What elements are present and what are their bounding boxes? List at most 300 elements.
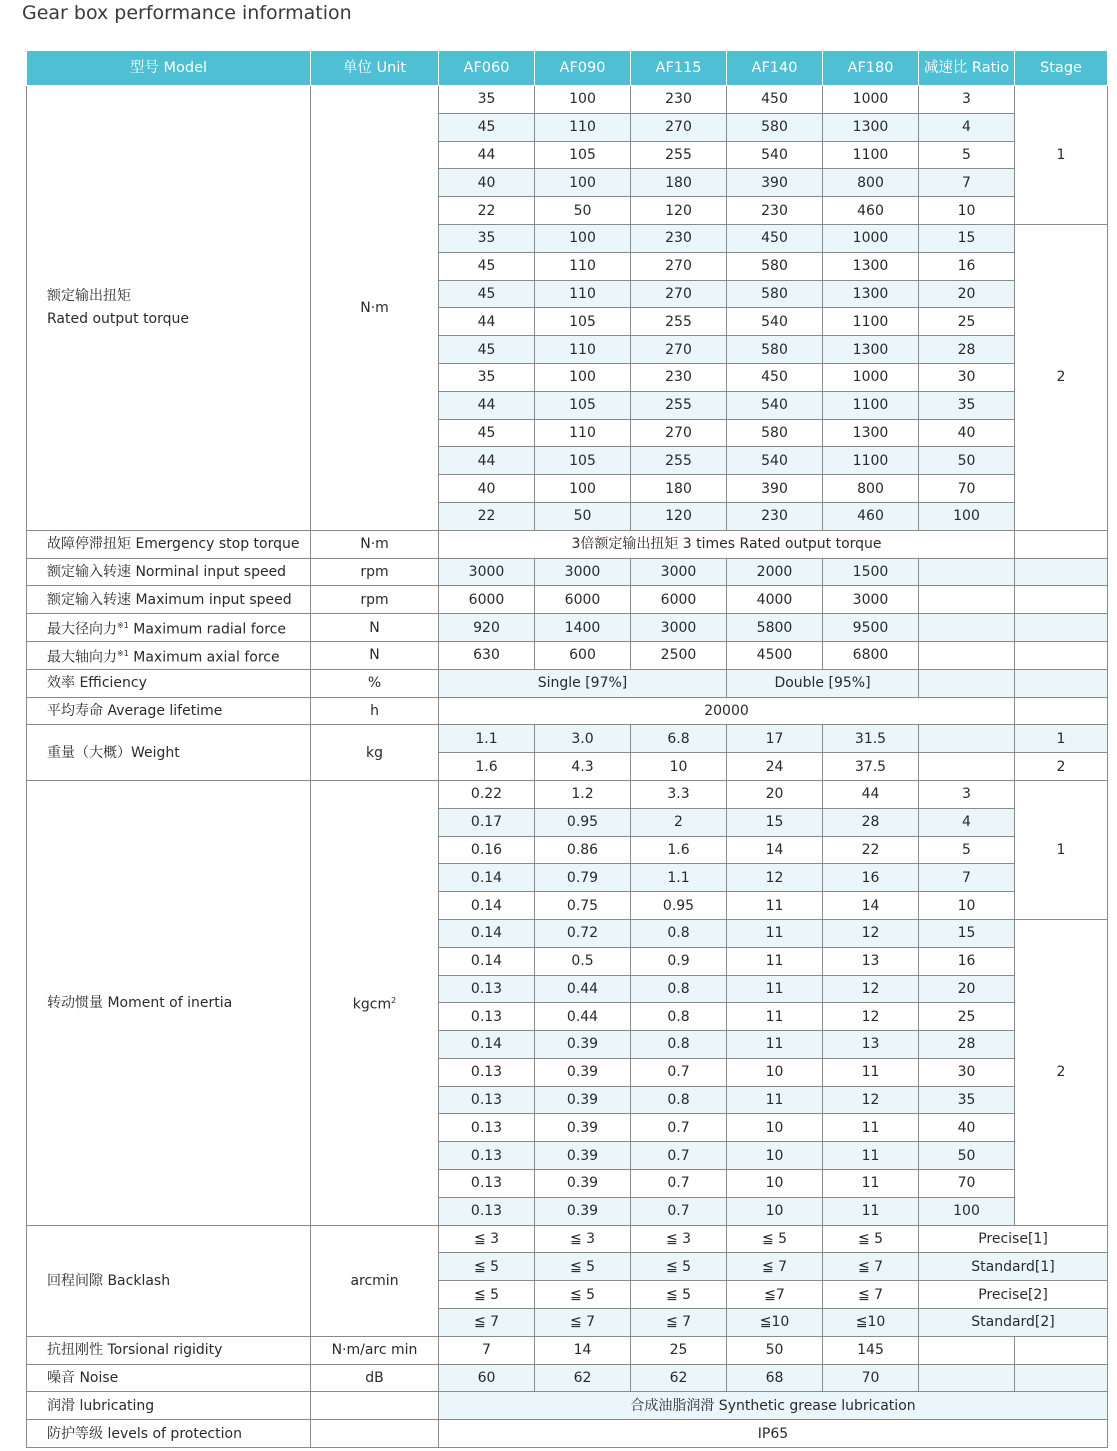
table-cell: 110: [535, 336, 631, 364]
stage-cell: 2: [1015, 753, 1108, 781]
table-cell: 44: [439, 308, 535, 336]
performance-table: [26, 50, 1108, 1448]
table-cell: 6000: [439, 586, 535, 614]
table-cell: 4500: [727, 641, 823, 669]
table-cell: 0.95: [631, 892, 727, 920]
table-cell: 1500: [823, 558, 919, 586]
table-cell: 255: [631, 141, 727, 169]
table-cell: 40: [439, 169, 535, 197]
table-cell: 0.8: [631, 1031, 727, 1059]
column-header: AF180: [823, 51, 919, 86]
table-cell: 0.7: [631, 1142, 727, 1170]
table-cell: 11: [727, 919, 823, 947]
table-cell: 3000: [631, 558, 727, 586]
table-cell: 0.17: [439, 808, 535, 836]
table-cell: 0.8: [631, 975, 727, 1003]
table-cell: 22: [823, 836, 919, 864]
table-cell: [919, 614, 1015, 642]
table-cell: 0.13: [439, 1114, 535, 1142]
table-cell: 11: [727, 1086, 823, 1114]
table-row: [27, 725, 1108, 753]
table-cell: [1015, 697, 1108, 725]
table-cell: ≦ 5: [631, 1281, 727, 1309]
table-cell: ≦ 7: [823, 1253, 919, 1281]
table-cell: 13: [823, 1031, 919, 1059]
table-cell: [919, 725, 1015, 753]
table-cell: 105: [535, 141, 631, 169]
table-cell: 105: [535, 447, 631, 475]
table-cell: 0.7: [631, 1197, 727, 1225]
table-cell: ≦ 5: [535, 1253, 631, 1281]
table-cell: 180: [631, 475, 727, 503]
table-cell: Double [95%]: [727, 669, 919, 697]
table-cell: 0.7: [631, 1170, 727, 1198]
stage-cell: 2: [1015, 919, 1108, 1225]
row-label-en: Maximum axial force: [128, 649, 280, 666]
table-cell: 0.8: [631, 919, 727, 947]
table-cell: 5: [919, 141, 1015, 169]
table-cell: 1300: [823, 419, 919, 447]
table-cell: 1.1: [631, 864, 727, 892]
table-cell: 540: [727, 308, 823, 336]
table-cell: 600: [535, 641, 631, 669]
table-cell: 7: [439, 1336, 535, 1364]
table-cell: 1000: [823, 86, 919, 114]
table-cell: 16: [919, 252, 1015, 280]
table-cell: 4: [919, 808, 1015, 836]
table-cell: 3倍额定输出扭矩 3 times Rated output torque: [439, 530, 1015, 558]
row-label: 防护等级 levels of protection: [27, 1420, 311, 1448]
table-cell: [1015, 641, 1108, 669]
table-cell: 30: [919, 363, 1015, 391]
table-cell: 50: [535, 197, 631, 225]
stage-cell: 1: [1015, 725, 1108, 753]
table-cell: 28: [919, 336, 1015, 364]
table-cell: 22: [439, 197, 535, 225]
table-cell: 14: [535, 1336, 631, 1364]
table-cell: 11: [727, 975, 823, 1003]
table-cell: [1015, 614, 1108, 642]
table-cell: 0.7: [631, 1114, 727, 1142]
table-cell: 270: [631, 336, 727, 364]
footnote-mark: ※1: [117, 620, 129, 630]
table-cell: 10: [919, 197, 1015, 225]
table-cell: 0.14: [439, 1031, 535, 1059]
table-cell: 16: [823, 864, 919, 892]
table-cell: 5800: [727, 614, 823, 642]
table-cell: 145: [823, 1336, 919, 1364]
row-label-en: Maximum radial force: [128, 621, 286, 638]
table-cell: 5: [919, 836, 1015, 864]
column-header: Stage: [1015, 51, 1108, 86]
table-cell: 270: [631, 419, 727, 447]
table-cell: 16: [919, 947, 1015, 975]
table-cell: 50: [535, 502, 631, 530]
table-row: [27, 1420, 1108, 1448]
table-cell: 0.8: [631, 1003, 727, 1031]
table-cell: ≦7: [727, 1281, 823, 1309]
table-row: [27, 614, 1108, 642]
table-cell: 1300: [823, 336, 919, 364]
table-cell: 540: [727, 447, 823, 475]
table-cell: 120: [631, 197, 727, 225]
table-cell: ≦ 3: [631, 1225, 727, 1253]
stage-cell: 1: [1015, 86, 1108, 225]
table-cell: 35: [919, 1086, 1015, 1114]
table-cell: 20: [919, 975, 1015, 1003]
table-cell: 11: [823, 1058, 919, 1086]
unit-text: kgcm: [352, 996, 392, 1013]
table-cell: 580: [727, 336, 823, 364]
header-row: [27, 51, 1108, 86]
table-cell: 390: [727, 169, 823, 197]
unit-cell: rpm: [311, 586, 439, 614]
table-cell: 10: [919, 892, 1015, 920]
table-row: [27, 1336, 1108, 1364]
table-cell: 35: [439, 363, 535, 391]
row-label: 润滑 lubricating: [27, 1392, 311, 1420]
grade-cell: Standard[2]: [919, 1309, 1108, 1337]
unit-cell: dB: [311, 1364, 439, 1392]
table-cell: 0.13: [439, 975, 535, 1003]
table-cell: 30: [919, 1058, 1015, 1086]
row-label: 故障停滞扭矩 Emergency stop torque: [27, 530, 311, 558]
table-cell: 2500: [631, 641, 727, 669]
table-cell: ≦ 3: [535, 1225, 631, 1253]
table-cell: 450: [727, 86, 823, 114]
table-cell: ≦10: [727, 1309, 823, 1337]
unit-cell: [311, 780, 439, 1225]
table-cell: 580: [727, 252, 823, 280]
table-cell: 6800: [823, 641, 919, 669]
table-cell: 580: [727, 419, 823, 447]
table-cell: 1300: [823, 280, 919, 308]
table-cell: 44: [439, 391, 535, 419]
table-cell: 100: [535, 475, 631, 503]
table-cell: 45: [439, 280, 535, 308]
table-cell: 460: [823, 502, 919, 530]
table-cell: ≦ 3: [439, 1225, 535, 1253]
table-cell: 3000: [439, 558, 535, 586]
table-cell: 68: [727, 1364, 823, 1392]
table-cell: 15: [919, 224, 1015, 252]
table-cell: 1000: [823, 224, 919, 252]
table-cell: 0.14: [439, 864, 535, 892]
table-cell: 580: [727, 280, 823, 308]
table-cell: ≦ 7: [439, 1309, 535, 1337]
table-cell: [1015, 1364, 1108, 1392]
table-cell: 40: [919, 419, 1015, 447]
table-cell: 9500: [823, 614, 919, 642]
row-label: [27, 641, 311, 669]
table-cell: 270: [631, 252, 727, 280]
table-cell: Single [97%]: [439, 669, 727, 697]
table-cell: 35: [439, 86, 535, 114]
table-cell: 14: [823, 892, 919, 920]
table-cell: 2: [631, 808, 727, 836]
table-cell: 31.5: [823, 725, 919, 753]
table-row: [27, 1225, 1108, 1253]
table-cell: IP65: [439, 1420, 1108, 1448]
table-row: [27, 558, 1108, 586]
table-cell: 11: [823, 1114, 919, 1142]
unit-cell: arcmin: [311, 1225, 439, 1336]
table-cell: 13: [823, 947, 919, 975]
table-cell: 1.1: [439, 725, 535, 753]
table-cell: 4000: [727, 586, 823, 614]
table-cell: 4: [919, 113, 1015, 141]
stage-cell: 2: [1015, 224, 1108, 530]
table-cell: 230: [727, 502, 823, 530]
table-cell: [1015, 558, 1108, 586]
table-cell: [919, 1336, 1015, 1364]
table-cell: 630: [439, 641, 535, 669]
table-cell: 62: [631, 1364, 727, 1392]
table-cell: ≦ 5: [727, 1225, 823, 1253]
unit-cell: rpm: [311, 558, 439, 586]
table-cell: [311, 1420, 439, 1448]
table-cell: 10: [727, 1142, 823, 1170]
table-cell: 0.13: [439, 1197, 535, 1225]
table-cell: 920: [439, 614, 535, 642]
table-cell: 10: [727, 1114, 823, 1142]
row-label: 额定输入转速 Maximum input speed: [27, 586, 311, 614]
column-header: 减速比 Ratio: [919, 51, 1015, 86]
table-cell: 100: [535, 169, 631, 197]
table-cell: 3000: [631, 614, 727, 642]
table-cell: 100: [535, 363, 631, 391]
table-cell: 230: [631, 363, 727, 391]
table-cell: 100: [919, 502, 1015, 530]
table-cell: 255: [631, 391, 727, 419]
table-cell: 11: [727, 892, 823, 920]
table-cell: ≦ 5: [439, 1253, 535, 1281]
table-cell: 1.6: [439, 753, 535, 781]
table-cell: 3000: [535, 558, 631, 586]
table-cell: [919, 669, 1015, 697]
table-row: [27, 1392, 1108, 1420]
row-label: 回程间隙 Backlash: [27, 1225, 311, 1336]
table-cell: 11: [727, 1031, 823, 1059]
table-cell: 0.44: [535, 975, 631, 1003]
table-cell: 0.13: [439, 1086, 535, 1114]
table-cell: 0.5: [535, 947, 631, 975]
table-cell: 25: [919, 308, 1015, 336]
table-cell: ≦ 5: [631, 1253, 727, 1281]
table-cell: 110: [535, 113, 631, 141]
table-cell: 110: [535, 280, 631, 308]
grade-cell: Precise[2]: [919, 1281, 1108, 1309]
table-cell: 22: [439, 502, 535, 530]
table-cell: 15: [919, 919, 1015, 947]
unit-cell: N·m/arc min: [311, 1336, 439, 1364]
table-cell: 6000: [535, 586, 631, 614]
table-cell: 0.79: [535, 864, 631, 892]
table-cell: 10: [727, 1058, 823, 1086]
footnote-mark: ※1: [117, 648, 129, 658]
table-cell: 11: [823, 1170, 919, 1198]
table-cell: 0.14: [439, 892, 535, 920]
table-cell: 110: [535, 419, 631, 447]
table-cell: 0.14: [439, 947, 535, 975]
table-cell: 45: [439, 252, 535, 280]
page-title: Gear box performance information: [22, 2, 352, 24]
table-cell: ≦ 5: [823, 1225, 919, 1253]
table-cell: [919, 641, 1015, 669]
table-cell: 60: [439, 1364, 535, 1392]
row-label-en: Rated output torque: [47, 310, 190, 327]
table-cell: 44: [823, 780, 919, 808]
table-cell: 1100: [823, 141, 919, 169]
table-cell: 1000: [823, 363, 919, 391]
table-cell: 11: [823, 1197, 919, 1225]
table-cell: 0.13: [439, 1003, 535, 1031]
table-cell: 105: [535, 308, 631, 336]
table-cell: ≦ 7: [823, 1281, 919, 1309]
table-cell: 12: [823, 1086, 919, 1114]
table-cell: 270: [631, 113, 727, 141]
table-cell: 12: [823, 975, 919, 1003]
table-cell: 10: [631, 753, 727, 781]
table-cell: [1015, 669, 1108, 697]
table-cell: 180: [631, 169, 727, 197]
table-cell: 800: [823, 475, 919, 503]
row-label: 转动惯量 Moment of inertia: [27, 780, 311, 1225]
grade-cell: Standard[1]: [919, 1253, 1108, 1281]
table-cell: 1100: [823, 308, 919, 336]
table-cell: 1300: [823, 113, 919, 141]
table-row: [27, 1364, 1108, 1392]
table-cell: 6000: [631, 586, 727, 614]
table-cell: 0.8: [631, 1086, 727, 1114]
table-cell: ≦ 7: [631, 1309, 727, 1337]
column-header: AF115: [631, 51, 727, 86]
table-cell: 105: [535, 391, 631, 419]
row-label: 效率 Efficiency: [27, 669, 311, 697]
unit-superscript: 2: [391, 995, 397, 1005]
table-cell: 10: [727, 1170, 823, 1198]
table-cell: 17: [727, 725, 823, 753]
table-cell: 0.44: [535, 1003, 631, 1031]
table-cell: 1100: [823, 391, 919, 419]
table-cell: ≦10: [823, 1309, 919, 1337]
table-row: [27, 86, 1108, 114]
table-cell: 120: [631, 502, 727, 530]
table-cell: ≦ 5: [439, 1281, 535, 1309]
table-cell: 12: [823, 919, 919, 947]
table-cell: 0.39: [535, 1197, 631, 1225]
table-cell: 6.8: [631, 725, 727, 753]
table-row: [27, 530, 1108, 558]
table-cell: 0.9: [631, 947, 727, 975]
column-header: AF090: [535, 51, 631, 86]
table-cell: 37.5: [823, 753, 919, 781]
table-cell: 62: [535, 1364, 631, 1392]
table-cell: 45: [439, 113, 535, 141]
table-cell: 230: [631, 224, 727, 252]
table-cell: 24: [727, 753, 823, 781]
table-cell: 3.0: [535, 725, 631, 753]
table-cell: 14: [727, 836, 823, 864]
table-cell: 0.39: [535, 1142, 631, 1170]
table-cell: 230: [631, 86, 727, 114]
unit-cell: N: [311, 614, 439, 642]
row-label: 抗扭刚性 Torsional rigidity: [27, 1336, 311, 1364]
table-cell: 28: [919, 1031, 1015, 1059]
table-cell: 255: [631, 308, 727, 336]
unit-cell: N·m: [311, 530, 439, 558]
grade-cell: Precise[1]: [919, 1225, 1108, 1253]
table-cell: 540: [727, 391, 823, 419]
table-cell: 25: [631, 1336, 727, 1364]
table-cell: 3.3: [631, 780, 727, 808]
table-cell: 1.6: [631, 836, 727, 864]
column-header: 单位 Unit: [311, 51, 439, 86]
table-row: [27, 697, 1108, 725]
table-cell: ≦ 7: [727, 1253, 823, 1281]
table-cell: 0.39: [535, 1170, 631, 1198]
table-cell: 11: [727, 947, 823, 975]
table-cell: 0.95: [535, 808, 631, 836]
table-cell: 0.75: [535, 892, 631, 920]
table-cell: 390: [727, 475, 823, 503]
table-cell: 0.14: [439, 919, 535, 947]
table-cell: 230: [727, 197, 823, 225]
table-cell: 25: [919, 1003, 1015, 1031]
table-cell: 100: [535, 224, 631, 252]
table-cell: 540: [727, 141, 823, 169]
row-label: [27, 614, 311, 642]
table-row: [27, 586, 1108, 614]
table-cell: 20: [919, 280, 1015, 308]
table-cell: 12: [823, 1003, 919, 1031]
table-cell: 70: [919, 1170, 1015, 1198]
table-cell: 7: [919, 864, 1015, 892]
table-cell: [1015, 1336, 1108, 1364]
table-cell: 70: [919, 475, 1015, 503]
table-cell: 0.16: [439, 836, 535, 864]
table-cell: 110: [535, 252, 631, 280]
table-cell: 合成油脂润滑 Synthetic grease lubrication: [439, 1392, 1108, 1420]
column-header: AF140: [727, 51, 823, 86]
table-cell: 15: [727, 808, 823, 836]
table-cell: 0.39: [535, 1086, 631, 1114]
table-cell: 460: [823, 197, 919, 225]
table-cell: 0.39: [535, 1031, 631, 1059]
table-cell: 45: [439, 336, 535, 364]
table-cell: 0.13: [439, 1170, 535, 1198]
table-cell: 50: [919, 447, 1015, 475]
table-cell: 12: [727, 864, 823, 892]
table-cell: 0.22: [439, 780, 535, 808]
table-cell: 28: [823, 808, 919, 836]
table-cell: 40: [439, 475, 535, 503]
table-cell: 1300: [823, 252, 919, 280]
table-cell: 1100: [823, 447, 919, 475]
table-cell: 100: [535, 86, 631, 114]
column-header: AF060: [439, 51, 535, 86]
table-cell: 45: [439, 419, 535, 447]
table-cell: 0.7: [631, 1058, 727, 1086]
table-row: [27, 641, 1108, 669]
table-cell: 0.72: [535, 919, 631, 947]
table-cell: [1015, 586, 1108, 614]
unit-cell: kg: [311, 725, 439, 781]
table-cell: [919, 558, 1015, 586]
unit-cell: N·m: [311, 86, 439, 531]
row-label: 额定输入转速 Norminal input speed: [27, 558, 311, 586]
unit-cell: h: [311, 697, 439, 725]
